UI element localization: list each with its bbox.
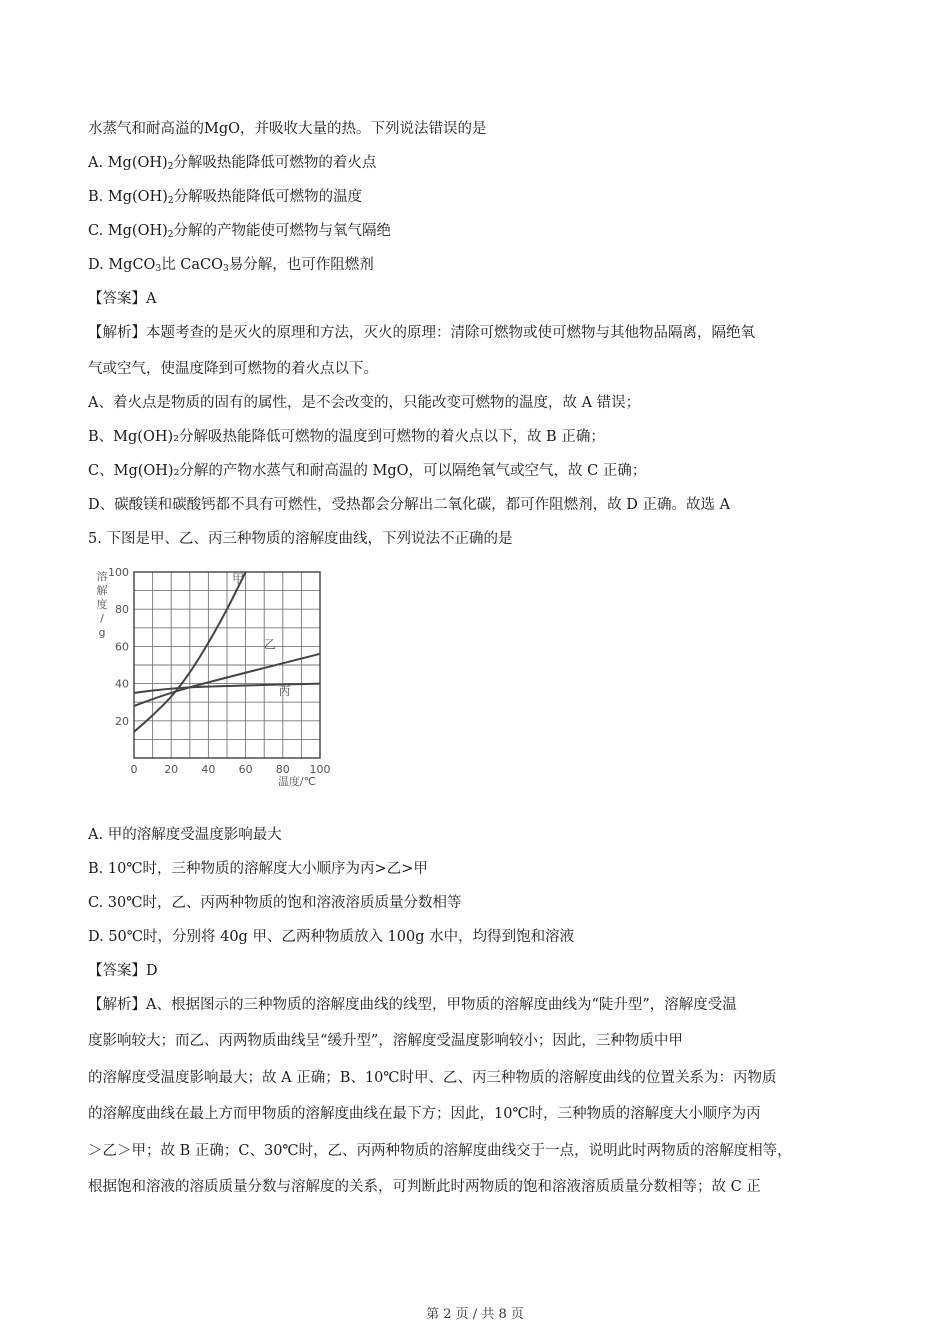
page-footer: 第 2 页 / 共 8 页 bbox=[426, 1307, 524, 1322]
y-tick-label: 40 bbox=[115, 677, 129, 691]
q4-option-b: B. $Mg(OH)_2$分解吸热能降低可燃物的温度 bbox=[88, 189, 363, 206]
q5-analysis-line-1: 【解析】A、根据图示的三种物质的溶解度曲线的线型，甲物质的溶解度曲线为“陡升型”，溶解度受温 bbox=[88, 997, 737, 1013]
q5-option-d: D. 50℃时，分别将 40g 甲、乙两种物质放入 100g 水中，均得到饱和溶液 bbox=[88, 929, 575, 945]
x-tick-label: 0 bbox=[130, 763, 138, 776]
q5-answer: 【答案】D bbox=[88, 963, 158, 979]
series-label: 甲 bbox=[232, 572, 245, 587]
q4-analysis-c: C、Mg(OH)₂分解的产物水蒸气和耐高温的 MgO，可以隔绝氧气或空气，故 C 正确； bbox=[88, 463, 647, 479]
intro-line: 水蒸气和耐高溢的MgO，并吸收大量的热。下列说法错误的是 bbox=[88, 121, 487, 137]
q4-option-a: A. $Mg(OH)_2$分解吸热能降低可燃物的着火点 bbox=[88, 155, 377, 172]
x-tick-label: 60 bbox=[238, 763, 253, 776]
series-label: 丙 bbox=[278, 683, 291, 698]
solubility-chart bbox=[92, 562, 342, 794]
q4-answer: 【答案】A bbox=[88, 291, 157, 307]
q5-option-c: C. 30℃时，乙、丙两种物质的饱和溶液溶质质量分数相等 bbox=[88, 895, 462, 911]
q5-analysis-line-2: 度影响较大；而乙、丙两物质曲线呈“缓升型”，溶解度受温度影响较小；因此，三种物质中甲 bbox=[88, 1033, 683, 1049]
x-axis-label: 温度/℃ bbox=[277, 775, 316, 788]
x-tick-label: 100 bbox=[309, 763, 331, 776]
y-axis-label: 溶解度/ g bbox=[96, 570, 108, 639]
q5-analysis-line-4: 的溶解度曲线在最上方而甲物质的溶解度曲线在最下方；因此，10℃时，三种物质的溶解度大小顺序为丙 bbox=[88, 1106, 761, 1122]
series-label: 乙 bbox=[263, 637, 276, 652]
q5-option-a: A. 甲的溶解度受温度影响最大 bbox=[88, 827, 282, 843]
x-tick-label: 80 bbox=[275, 763, 290, 776]
q4-analysis-b: B、Mg(OH)₂分解吸热能降低可燃物的温度到可燃物的着火点以下，故 B 正确； bbox=[88, 429, 605, 445]
y-tick-label: 20 bbox=[115, 714, 129, 728]
q5-analysis-line-3: 的溶解度受温度影响最大；故 A 正确；B、10℃时甲、乙、丙三种物质的溶解度曲线的位置关系为：丙物质 bbox=[88, 1070, 777, 1086]
q5-option-b: B. 10℃时，三种物质的溶解度大小顺序为丙>乙>甲 bbox=[88, 861, 428, 877]
q5-analysis-line-6: 根据饱和溶液的溶质质量分数与溶解度的关系，可判断此时两物质的饱和溶液溶质质量分数相等；故 C 正 bbox=[88, 1179, 761, 1195]
q5-analysis-line-5: ＞乙＞甲；故 B 正确；C、30℃时，乙、丙两种物质的溶解度曲线交于一点，说明此时两物质的溶解度相等， bbox=[88, 1143, 792, 1159]
q4-analysis-d: D、碳酸镁和碳酸钙都不具有可燃性，受热都会分解出二氧化碳，都可作阻燃剂，故 D 正确。故选 A bbox=[88, 497, 731, 513]
q5-stem: 5. 下图是甲、乙、丙三种物质的溶解度曲线，下列说法不正确的是 bbox=[88, 531, 513, 547]
x-tick-label: 20 bbox=[164, 763, 179, 776]
q4-option-d: D. MgCO$_3$比 CaCO$_3$易分解，也可作阻燃剂 bbox=[88, 257, 374, 274]
q4-analysis-line-2: 气或空气，使温度降到可燃物的着火点以下。 bbox=[88, 361, 378, 377]
q4-analysis-a: A、着火点是物质的固有的属性，是不会改变的，只能改变可燃物的温度，故 A 错误； bbox=[88, 395, 641, 411]
q4-analysis-line-1: 【解析】本题考查的是灭火的原理和方法，灭火的原理：清除可燃物或使可燃物与其他物品隔离，隔绝氧 bbox=[88, 325, 755, 341]
x-tick-label: 40 bbox=[201, 763, 216, 776]
y-tick-label: 100 bbox=[108, 566, 129, 579]
y-tick-label: 60 bbox=[115, 640, 129, 654]
q4-option-c: C. $Mg(OH)_2$分解的产物能使可燃物与氧气隔绝 bbox=[88, 223, 392, 240]
y-tick-label: 80 bbox=[115, 603, 129, 617]
